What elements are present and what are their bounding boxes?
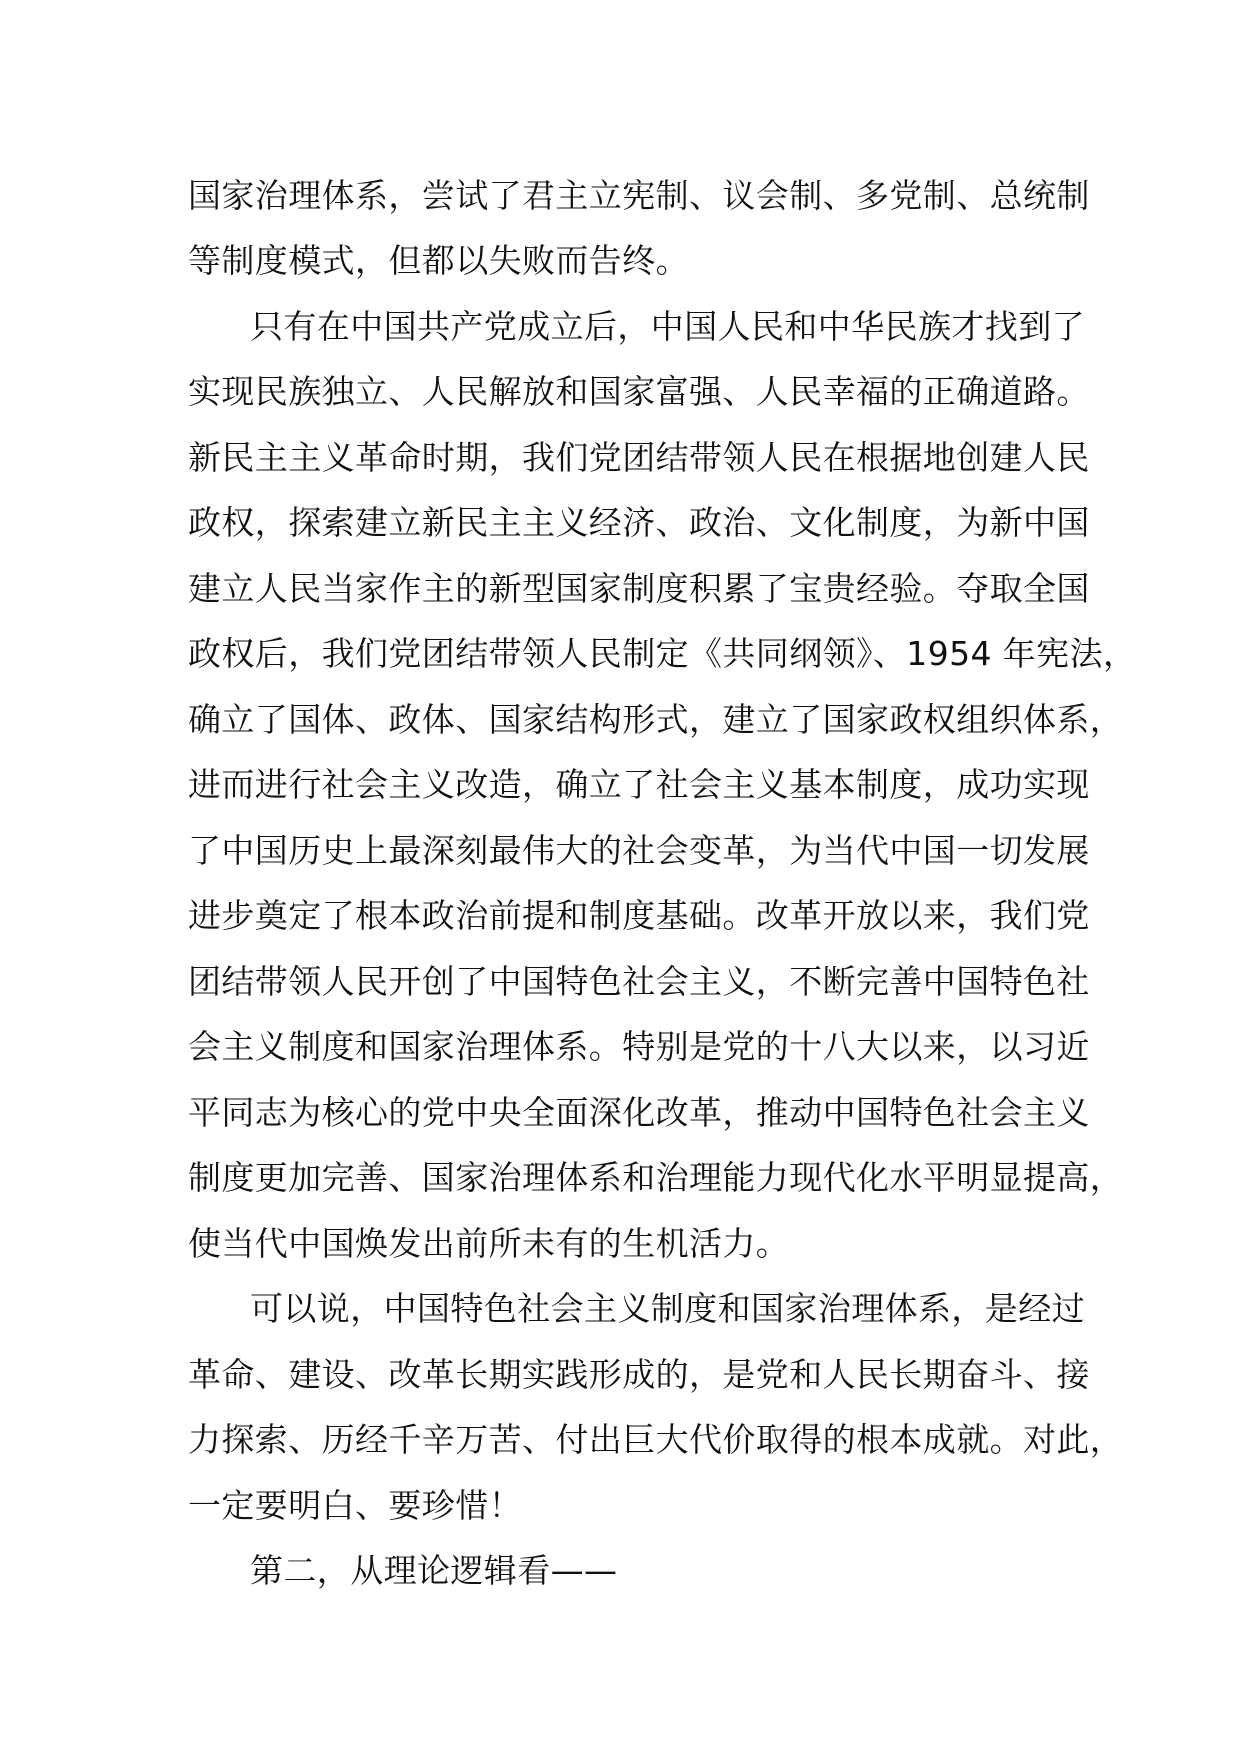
text-line: 团结带领人民开创了中国特色社会主义，不断完善中国特色社 (188, 962, 1090, 1001)
text-line: 实现民族独立、人民解放和国家富强、人民幸福的正确道路。 (188, 372, 1090, 411)
text-line: 国家治理体系，尝试了君主立宪制、议会制、多党制、总统制 (188, 176, 1090, 215)
section-heading-line: 第二，从理论逻辑看—— (250, 1551, 618, 1590)
text-line: 制度更加完善、国家治理体系和治理能力现代化水平明显提高， (188, 1158, 1124, 1197)
text-line: 等制度模式，但都以失败而告终。 (188, 241, 689, 280)
text-line: 平同志为核心的党中央全面深化改革，推动中国特色社会主义 (188, 1093, 1090, 1132)
text-line: 会主义制度和国家治理体系。特别是党的十八大以来，以习近 (188, 1027, 1090, 1066)
text-line: 使当代中国焕发出前所未有的生机活力。 (188, 1224, 790, 1263)
text-line: 建立人民当家作主的新型国家制度积累了宝贵经验。夺取全国 (188, 569, 1090, 608)
text-line: 政权，探索建立新民主主义经济、政治、文化制度，为新中国 (188, 503, 1090, 542)
text-line: 力探索、历经千辛万苦、付出巨大代价取得的根本成就。对此， (188, 1420, 1124, 1459)
text-line: 进而进行社会主义改造，确立了社会主义基本制度，成功实现 (188, 765, 1090, 804)
text-line: 政权后，我们党团结带领人民制定《共同纲领》、1954 年宪法， (188, 634, 1137, 673)
paragraph-first-line: 只有在中国共产党成立后，中国人民和中华民族才找到了 (250, 307, 1085, 346)
text-line: 确立了国体、政体、国家结构形式，建立了国家政权组织体系， (188, 700, 1124, 739)
paragraph-first-line: 可以说，中国特色社会主义制度和国家治理体系，是经过 (250, 1289, 1085, 1328)
text-line: 了中国历史上最深刻最伟大的社会变革，为当代中国一切发展 (188, 831, 1090, 870)
text-line: 新民主主义革命时期，我们党团结带领人民在根据地创建人民 (188, 438, 1090, 477)
text-line: 革命、建设、改革长期实践形成的，是党和人民长期奋斗、接 (188, 1355, 1090, 1394)
text-line: 进步奠定了根本政治前提和制度基础。改革开放以来，我们党 (188, 896, 1090, 935)
text-line: 一定要明白、要珍惜！ (188, 1486, 522, 1525)
